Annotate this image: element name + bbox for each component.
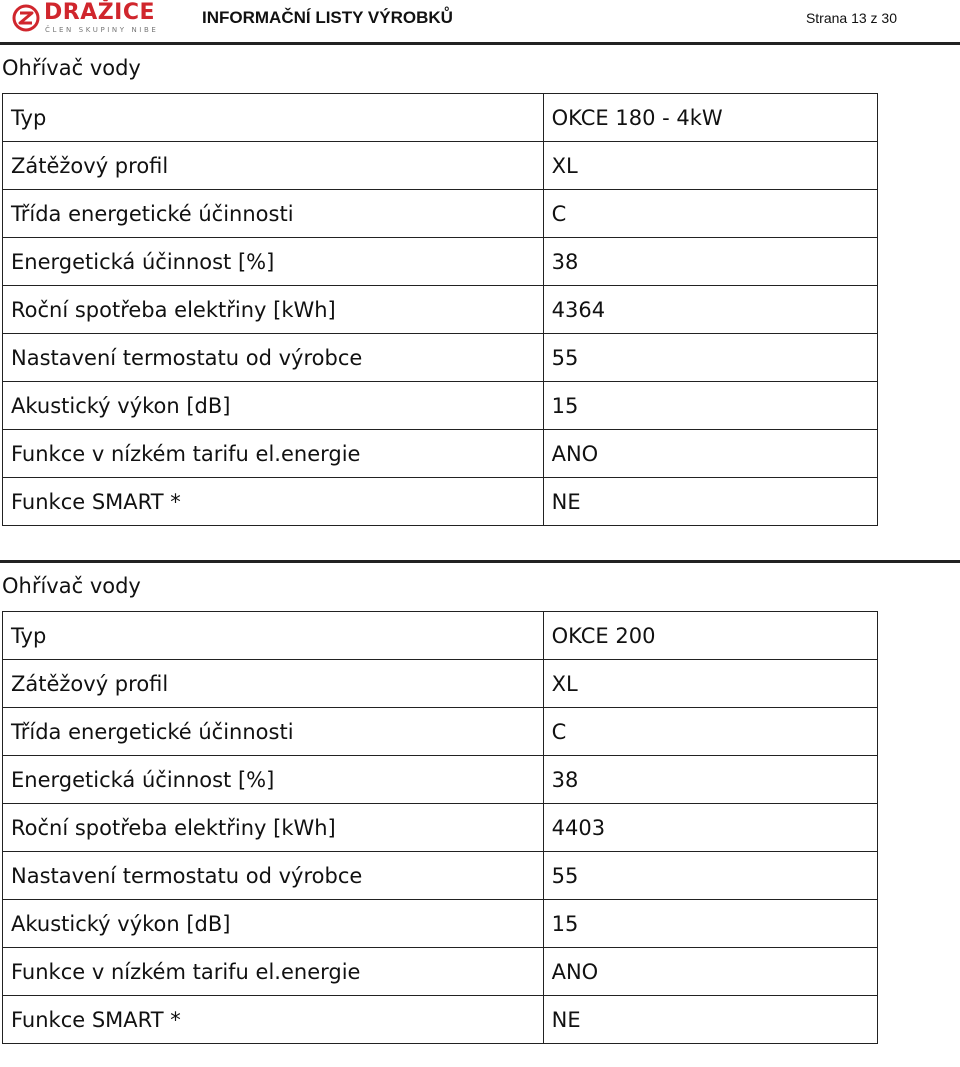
row-label: Energetická účinnost [%] — [3, 756, 544, 804]
table-row — [3, 996, 878, 1044]
section-divider — [0, 560, 960, 563]
row-label: Typ — [3, 94, 544, 142]
table-row — [3, 286, 878, 334]
row-label: Funkce v nízkém tarifu el.energie — [3, 430, 544, 478]
table-row — [3, 612, 878, 660]
row-label: Nastavení termostatu od výrobce — [3, 852, 544, 900]
table-row — [3, 756, 878, 804]
table-row — [3, 660, 878, 708]
row-value: NE — [543, 996, 877, 1044]
row-label: Nastavení termostatu od výrobce — [3, 334, 544, 382]
row-label: Roční spotřeba elektřiny [kWh] — [3, 804, 544, 852]
table-row — [3, 948, 878, 996]
row-label: Zátěžový profil — [3, 660, 544, 708]
table-row — [3, 94, 878, 142]
row-value: XL — [543, 142, 877, 190]
row-value: XL — [543, 660, 877, 708]
section-title: Ohřívač vody — [2, 574, 141, 598]
document-title: INFORMAČNÍ LISTY VÝROBKŮ — [202, 8, 453, 27]
brand-subtitle: ČLEN SKUPINY NIBE — [45, 26, 159, 34]
table-row — [3, 238, 878, 286]
row-value: ANO — [543, 948, 877, 996]
row-value: 4403 — [543, 804, 877, 852]
row-value: OKCE 200 — [543, 612, 877, 660]
table-row — [3, 334, 878, 382]
table-row — [3, 804, 878, 852]
spec-table — [2, 611, 878, 1044]
row-label: Akustický výkon [dB] — [3, 900, 544, 948]
table-row — [3, 852, 878, 900]
row-label: Funkce v nízkém tarifu el.energie — [3, 948, 544, 996]
table-row — [3, 382, 878, 430]
row-label: Energetická účinnost [%] — [3, 238, 544, 286]
row-value: 55 — [543, 334, 877, 382]
row-label: Funkce SMART * — [3, 996, 544, 1044]
table-row — [3, 142, 878, 190]
drazice-logo-icon — [12, 4, 40, 32]
table-row — [3, 430, 878, 478]
table-row — [3, 190, 878, 238]
row-value: 15 — [543, 900, 877, 948]
brand-name: DRAŽICE — [44, 0, 156, 25]
row-value: 38 — [543, 238, 877, 286]
row-label: Akustický výkon [dB] — [3, 382, 544, 430]
row-label: Roční spotřeba elektřiny [kWh] — [3, 286, 544, 334]
row-value: OKCE 180 - 4kW — [543, 94, 877, 142]
row-value: 4364 — [543, 286, 877, 334]
row-label: Třída energetické účinnosti — [3, 190, 544, 238]
row-label: Zátěžový profil — [3, 142, 544, 190]
row-value: NE — [543, 478, 877, 526]
row-value: 15 — [543, 382, 877, 430]
row-label: Typ — [3, 612, 544, 660]
row-value: ANO — [543, 430, 877, 478]
spec-table — [2, 93, 878, 526]
row-label: Třída energetické účinnosti — [3, 708, 544, 756]
table-row — [3, 900, 878, 948]
table-row — [3, 708, 878, 756]
page-header — [0, 0, 960, 44]
header-divider — [0, 42, 960, 45]
row-value: C — [543, 190, 877, 238]
row-value: C — [543, 708, 877, 756]
section-title: Ohřívač vody — [2, 56, 141, 80]
row-label: Funkce SMART * — [3, 478, 544, 526]
page-number: Strana 13 z 30 — [805, 10, 897, 26]
row-value: 38 — [543, 756, 877, 804]
table-row — [3, 478, 878, 526]
drazice-logo — [12, 0, 159, 34]
row-value: 55 — [543, 852, 877, 900]
